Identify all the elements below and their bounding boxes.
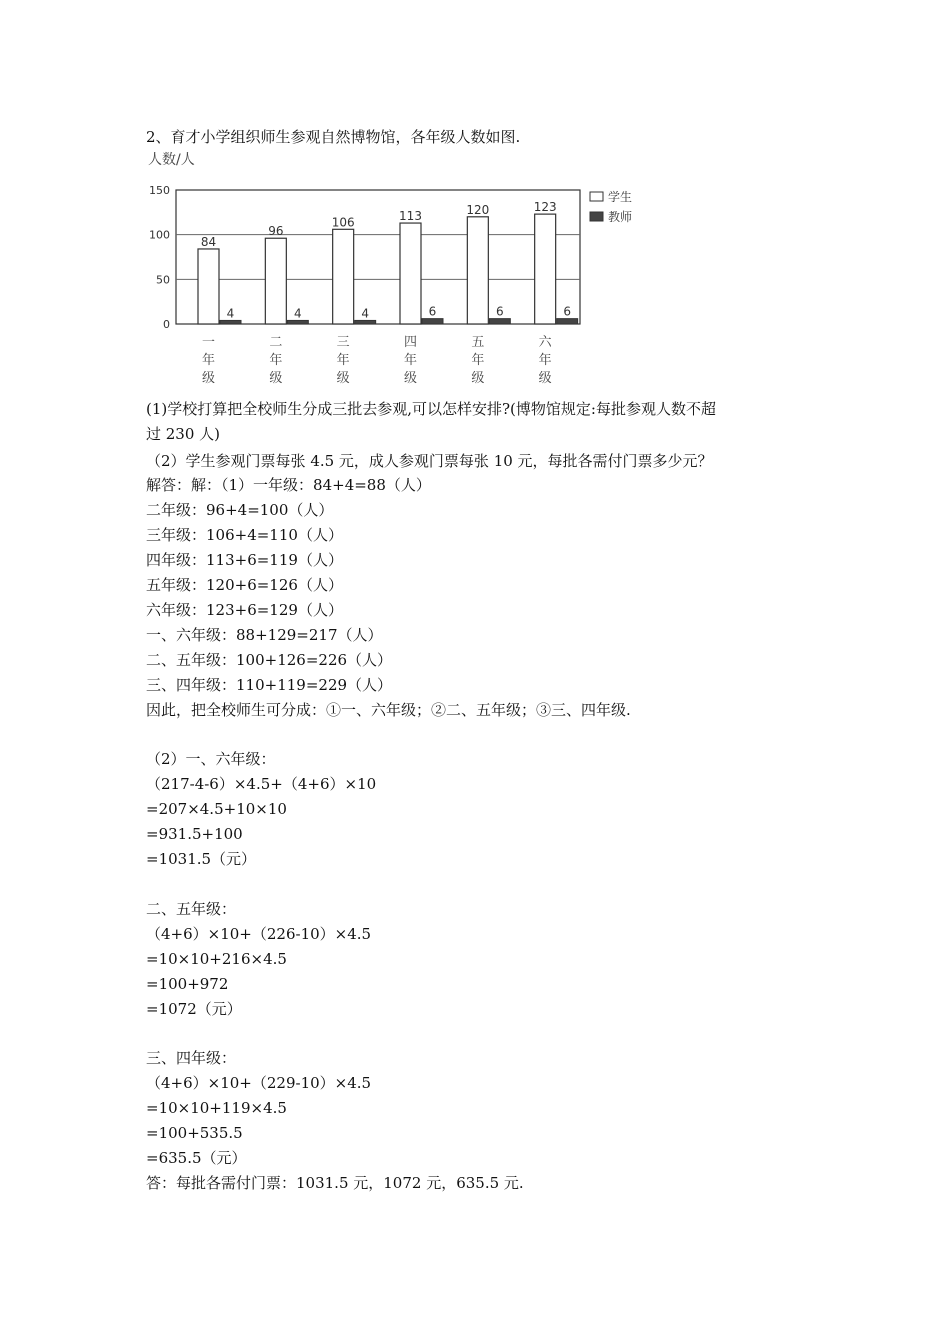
x-tick-label: 级: [201, 371, 216, 386]
bar-teacher: [287, 320, 308, 324]
x-tick-label: 二: [269, 335, 283, 350]
solution-conclusion-1: 因此，把全校师生可分成：①一、六年级；②二、五年级；③三、四年级.: [146, 701, 631, 719]
solution-line: =635.5（元）: [146, 1149, 247, 1167]
bar-teacher: [557, 319, 578, 324]
solution-line: 二年级：96+4=100（人）: [146, 501, 334, 519]
question-1-line-1: (1)学校打算把全校师生分成三批去参观,可以怎样安排?(博物馆规定:每批参观人数不超: [146, 400, 716, 418]
x-tick-label: 一: [201, 335, 216, 350]
data-label-teacher: 4: [226, 306, 235, 321]
solution-line: 六年级：123+6=129（人）: [146, 601, 343, 619]
bar-student: [198, 249, 219, 324]
legend-label: 学生: [608, 190, 633, 204]
x-tick-label: 级: [471, 371, 485, 386]
solution-line: =10×10+119×4.5: [146, 1099, 287, 1117]
legend-swatch: [590, 212, 603, 221]
bar-teacher: [220, 320, 241, 324]
bar-student: [535, 214, 556, 324]
question-2: （2）学生参观门票每张 4.5 元，成人参观门票每张 10 元，每批各需付门票多少元？: [146, 452, 713, 470]
solution-line: =10×10+216×4.5: [146, 950, 287, 968]
x-tick-label: 年: [336, 353, 350, 368]
bar-chart-svg: [146, 150, 666, 390]
plot-frame: [176, 190, 580, 324]
data-label-student: 123: [533, 200, 557, 215]
bar-student: [333, 229, 354, 324]
x-tick-label: 级: [336, 371, 350, 386]
x-tick-label: 年: [538, 353, 552, 368]
x-tick-label: 六: [538, 335, 552, 350]
question-1-line-2: 过 230 人): [146, 425, 221, 443]
y-tick-label: 0: [163, 318, 170, 331]
x-tick-label: 级: [403, 371, 418, 386]
x-tick-label: 年: [403, 353, 418, 368]
legend-swatch: [590, 192, 603, 201]
final-answer: 答：每批各需付门票：1031.5 元，1072 元，635.5 元.: [146, 1174, 524, 1192]
solution-line: =100+535.5: [146, 1124, 243, 1142]
solution-line: 一、六年级：88+129=217（人）: [146, 626, 383, 644]
data-label-student: 106: [331, 215, 355, 230]
data-label-student: 96: [268, 224, 284, 239]
solution-line: =931.5+100: [146, 825, 243, 843]
y-tick-label: 150: [149, 184, 170, 197]
data-label-student: 113: [399, 209, 422, 224]
solution-line: 二、五年级：100+126=226（人）: [146, 651, 393, 669]
solution-line: 三年级：106+4=110（人）: [146, 526, 343, 544]
solution-line: =207×4.5+10×10: [146, 800, 287, 818]
problem-intro: 2、育才小学组织师生参观自然博物馆，各年级人数如图.: [146, 128, 521, 146]
x-tick-label: 级: [538, 371, 552, 386]
x-tick-label: 级: [269, 371, 283, 386]
legend-label: 教师: [608, 210, 633, 224]
data-label-teacher: 6: [563, 304, 571, 319]
data-label-student: 120: [466, 202, 490, 217]
solution-line: 三、四年级：110+119=229（人）: [146, 676, 393, 694]
bar-student: [467, 217, 488, 324]
y-tick-label: 50: [156, 273, 170, 287]
x-tick-label: 年: [471, 353, 485, 368]
bar-chart: [146, 150, 666, 390]
bar-teacher: [422, 319, 443, 324]
solution-line: =100+972: [146, 975, 229, 993]
x-tick-label: 三: [336, 335, 350, 350]
solution-line: 解答：解：（1）一年级：84+4=88（人）: [146, 476, 431, 494]
data-label-teacher: 4: [361, 306, 369, 321]
solution-line: =1072（元）: [146, 1000, 242, 1018]
x-tick-label: 五: [471, 335, 485, 350]
solution-line: 二、五年级：: [146, 900, 237, 918]
x-tick-label: 四: [403, 335, 418, 350]
bar-teacher: [355, 320, 376, 324]
bar-teacher: [489, 319, 510, 324]
y-axis-label: 人数/人: [148, 152, 195, 168]
bar-student: [265, 238, 286, 324]
solution-line: （2）一、六年级：: [146, 750, 276, 768]
solution-line: 三、四年级：: [146, 1049, 237, 1067]
solution-line: （4+6）×10+（229-10）×4.5: [146, 1074, 372, 1092]
data-label-teacher: 6: [428, 304, 437, 319]
x-tick-label: 年: [201, 353, 216, 368]
data-label-teacher: 6: [496, 304, 504, 319]
y-tick-label: 100: [149, 228, 170, 242]
bar-student: [400, 223, 421, 324]
solution-line: 四年级：113+6=119（人）: [146, 551, 343, 569]
data-label-student: 84: [200, 234, 217, 249]
solution-line: =1031.5（元）: [146, 850, 257, 868]
solution-line: （4+6）×10+（226-10）×4.5: [146, 925, 372, 943]
x-tick-label: 年: [269, 353, 283, 368]
solution-line: 五年级：120+6=126（人）: [146, 576, 343, 594]
solution-line: （217-4-6）×4.5+（4+6）×10: [146, 775, 377, 793]
data-label-teacher: 4: [294, 306, 302, 321]
